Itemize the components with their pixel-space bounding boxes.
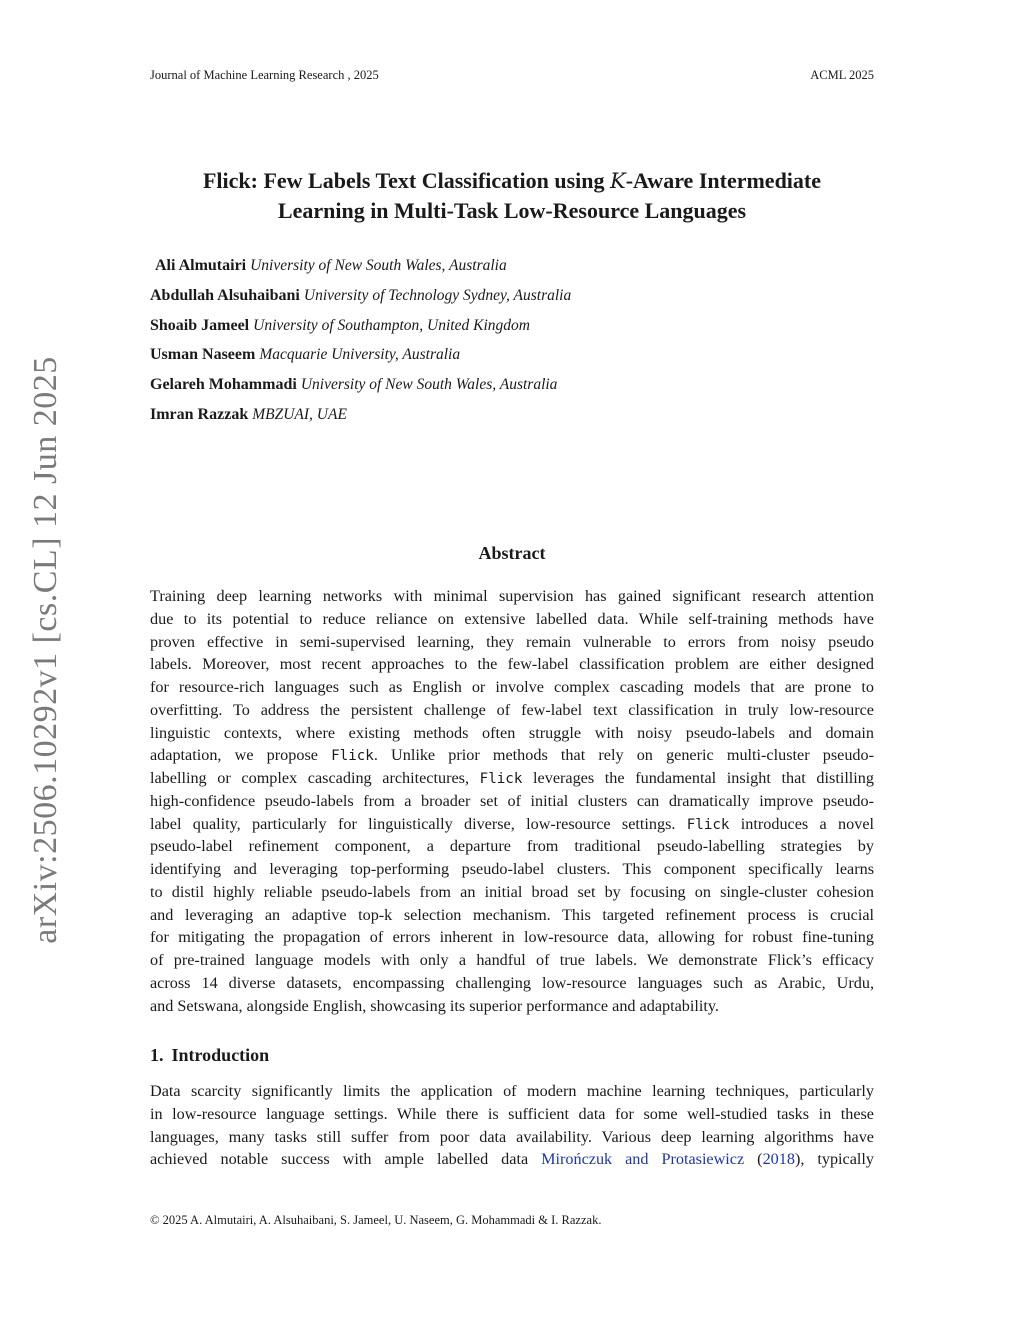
section-number: 1. — [150, 1045, 164, 1065]
title-k-symbol: K — [610, 169, 626, 193]
intro-line: Data scarcity significantly limits the application of modern machine learning techniques, particularly — [150, 1082, 874, 1100]
method-name-code: Flick — [686, 816, 730, 833]
intro-text: ), typically — [794, 1150, 874, 1169]
author-affiliation: MBZUAI, UAE — [252, 405, 347, 423]
abstract-line: to distil highly reliable pseudo-labels from an initial broad set by focusing on single-cluster cohesion — [150, 882, 874, 901]
author-affiliation: University of Southampton, United Kingdom — [253, 316, 530, 334]
author-entry — [150, 316, 890, 346]
author-affiliation: University of Technology Sydney, Australia — [303, 286, 572, 304]
author-name: Shoaib Jameel — [150, 316, 250, 334]
abstract-line: Training deep learning networks with minimal supervision has gained significant research attention — [150, 587, 874, 605]
abstract-body — [150, 585, 874, 1017]
abstract-line — [150, 744, 874, 767]
abstract-line — [150, 767, 874, 790]
title-line-2: Learning in Multi-Task Low-Resource Languages — [277, 198, 747, 223]
abstract-line — [150, 813, 874, 836]
section-heading-introduction — [150, 1045, 269, 1066]
citation-paren-open: ( — [744, 1150, 763, 1169]
author-entry — [150, 345, 890, 375]
method-name-code: Flick — [331, 748, 374, 765]
author-affiliation: Macquarie University, Australia — [259, 346, 461, 364]
abstract-line: high-confidence pseudo-labels from a broader set of initial clusters can dramatically improve pseudo- — [150, 791, 874, 810]
abstract-line: and leveraging an adaptive top-k selection mechanism. This targeted refinement process is crucial — [150, 905, 874, 924]
abstract-text: . Unlike prior methods that rely on generic multi-cluster pseudo- — [373, 746, 874, 765]
section-title: Introduction — [171, 1045, 270, 1065]
introduction-body — [150, 1080, 874, 1171]
author-affiliation: University of New South Wales, Australia — [300, 376, 558, 394]
abstract-line: overfitting. To address the persistent challenge of few-label text classification in truly low-resource — [150, 700, 874, 719]
author-name: Abdullah Alsuhaibani — [150, 286, 300, 304]
arxiv-side-stamp: arXiv:2506.10292v1 [cs.CL] 12 Jun 2025 — [27, 356, 64, 944]
author-entry — [150, 286, 890, 316]
abstract-text: adaptation, we propose — [150, 746, 332, 765]
author-name: Ali Almutairi — [155, 257, 247, 274]
author-entry — [150, 405, 890, 435]
abstract-line: for resource-rich languages such as English or involve complex cascading models that are prone to — [150, 678, 874, 696]
author-entry — [150, 375, 890, 405]
intro-line — [150, 1148, 874, 1171]
abstract-heading: Abstract — [478, 543, 546, 563]
running-header-journal: Journal of Machine Learning Research , 2025 — [150, 68, 379, 82]
abstract-line: due to its potential to reduce reliance on extensive labelled data. While self-training methods have — [150, 609, 874, 628]
abstract-text: label quality, particularly for linguistically diverse, low-resource settings. — [150, 814, 687, 833]
author-name: Imran Razzak — [150, 405, 249, 423]
abstract-text: introduces a novel — [729, 814, 874, 833]
copyright-footer: © 2025 A. Almutairi, A. Alsuhaibani, S. Jameel, U. Naseem, G. Mohammadi & I. Razzak. — [150, 1213, 602, 1227]
abstract-line: and Setswana, alongside English, showcasing its superior performance and adaptability. — [150, 996, 719, 1015]
intro-text: achieved notable success with ample labelled data — [150, 1150, 542, 1169]
citation-link-authors[interactable]: Mirończuk and Protasiewicz — [541, 1150, 745, 1169]
abstract-line: proven effective in semi-supervised learning, they remain vulnerable to errors from noisy pseudo — [150, 632, 874, 651]
abstract-line: across 14 diverse datasets, encompassing challenging low-resource languages such as Arabic, Urdu, — [150, 973, 874, 992]
abstract-line: for mitigating the propagation of errors inherent in low-resource data, allowing for robust fine-tuning — [150, 928, 874, 947]
author-list — [150, 256, 890, 435]
abstract-line: of pre-trained language models with only a handful of true labels. We demonstrate Flick’s efficacy — [150, 951, 874, 969]
abstract-line: pseudo-label refinement component, a departure from traditional pseudo-labelling strategies by — [150, 837, 874, 856]
title-part-1: Flick: Few Labels Text Classification using — [202, 168, 611, 193]
abstract-text: labelling or complex cascading architectures, — [150, 769, 480, 787]
abstract-text: leverages the fundamental insight that distilling — [522, 769, 874, 787]
title-part-2: -Aware Intermediate — [625, 168, 822, 193]
abstract-line: identifying and leveraging top-performing pseudo-label clusters. This component specifically learns — [150, 860, 874, 878]
author-affiliation: University of New South Wales, Australia — [250, 257, 507, 274]
author-name: Usman Naseem — [150, 346, 256, 364]
citation-link-year[interactable]: 2018 — [762, 1150, 795, 1169]
author-name: Gelareh Mohammadi — [150, 376, 297, 394]
intro-line: languages, many tasks still suffer from poor data availability. Various deep learning algorithms have — [150, 1127, 874, 1146]
author-entry — [150, 256, 890, 286]
intro-line: in low-resource language settings. While there is sufficient data for some well-studied tasks in these — [150, 1104, 874, 1123]
abstract-line: linguistic contexts, where existing methods often struggle with noisy pseudo-labels and domain — [150, 723, 874, 742]
paper-title — [130, 166, 894, 226]
running-header-venue: ACML 2025 — [810, 68, 874, 82]
method-name-code: Flick — [479, 771, 523, 787]
abstract-line: labels. Moreover, most recent approaches to the few-label classification problem are either designed — [150, 655, 874, 674]
